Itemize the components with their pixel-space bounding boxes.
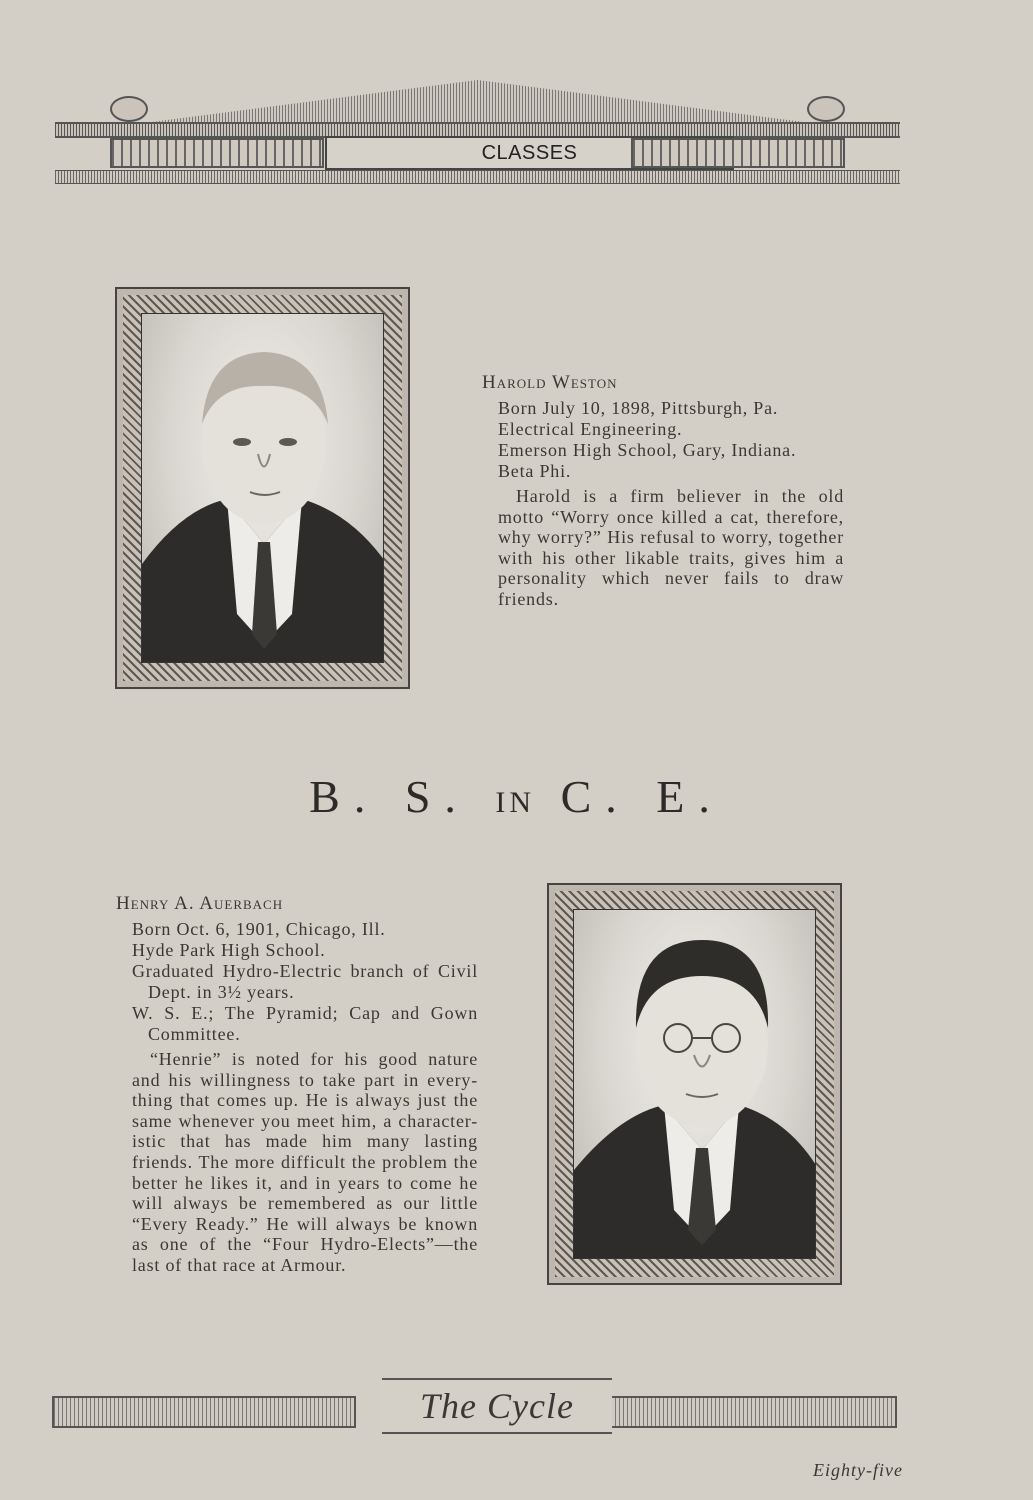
- portrait-photo: [573, 909, 816, 1259]
- student-entry-auerbach: [116, 893, 478, 1276]
- scroll-ornament-left: [110, 96, 148, 122]
- student-bio: Harold is a firm believer in the old motto “Worry once killed a cat, therefore, why worry?” His refusal to worry, together with his other likable traits, gives him a personality which never fails to draw friends.: [498, 486, 844, 609]
- portrait-silhouette: [574, 910, 816, 1259]
- degree-right: C. E.: [560, 771, 724, 822]
- page-number: Eighty-five: [813, 1460, 903, 1480]
- portrait-photo: [141, 313, 384, 663]
- school-detail: Hyde Park High School.: [132, 940, 326, 960]
- graduation-detail: Graduated Hydro-Electric branch of Civil Dept. in 3½ years.: [132, 961, 478, 1002]
- pediment-ornament: [105, 80, 850, 128]
- footer-banner: [52, 1370, 897, 1440]
- student-bio: “Henrie” is noted for his good nature and his willingness to take part in every-thing that comes up. He is always just the same whenever you meet him, a character-istic that has made him many lasting friends. The more difficult the problem the better he likes it, and in years to come he will always be remembered as our little “Every Ready.” He will always be known as one of the “Four Hydro-Elects”—the last of that race at Armour.: [132, 1049, 478, 1275]
- student-entry-weston: [482, 372, 844, 610]
- degree-middle: IN: [495, 786, 536, 819]
- frieze-right: [631, 138, 845, 168]
- portrait-silhouette: [142, 314, 384, 663]
- portrait-frame: [115, 287, 410, 689]
- degree-left: B. S.: [309, 771, 470, 822]
- header-banner: [55, 70, 900, 190]
- frieze-left: [110, 138, 324, 168]
- portrait-frame: [547, 883, 842, 1285]
- banner-base: [55, 170, 900, 184]
- student-name: Harold Weston: [482, 372, 618, 393]
- fraternity-detail: Beta Phi.: [498, 461, 572, 481]
- footer-rule-right: [593, 1396, 897, 1428]
- footer-rule-left: [52, 1396, 356, 1428]
- footer-title: The Cycle: [382, 1378, 612, 1434]
- scroll-ornament-right: [807, 96, 845, 122]
- birth-detail: Born July 10, 1898, Pittsburgh, Pa.: [498, 398, 779, 418]
- activities-detail: W. S. E.; The Pyramid; Cap and Gown Committee.: [132, 1003, 478, 1044]
- school-detail: Emerson High School, Gary, Indiana.: [498, 440, 797, 460]
- birth-detail: Born Oct. 6, 1901, Chicago, Ill.: [132, 919, 386, 939]
- student-name: Henry A. Auerbach: [116, 893, 284, 914]
- degree-heading: [0, 770, 1033, 823]
- section-title: CLASSES: [325, 136, 734, 170]
- course-detail: Electrical Engineering.: [498, 419, 683, 439]
